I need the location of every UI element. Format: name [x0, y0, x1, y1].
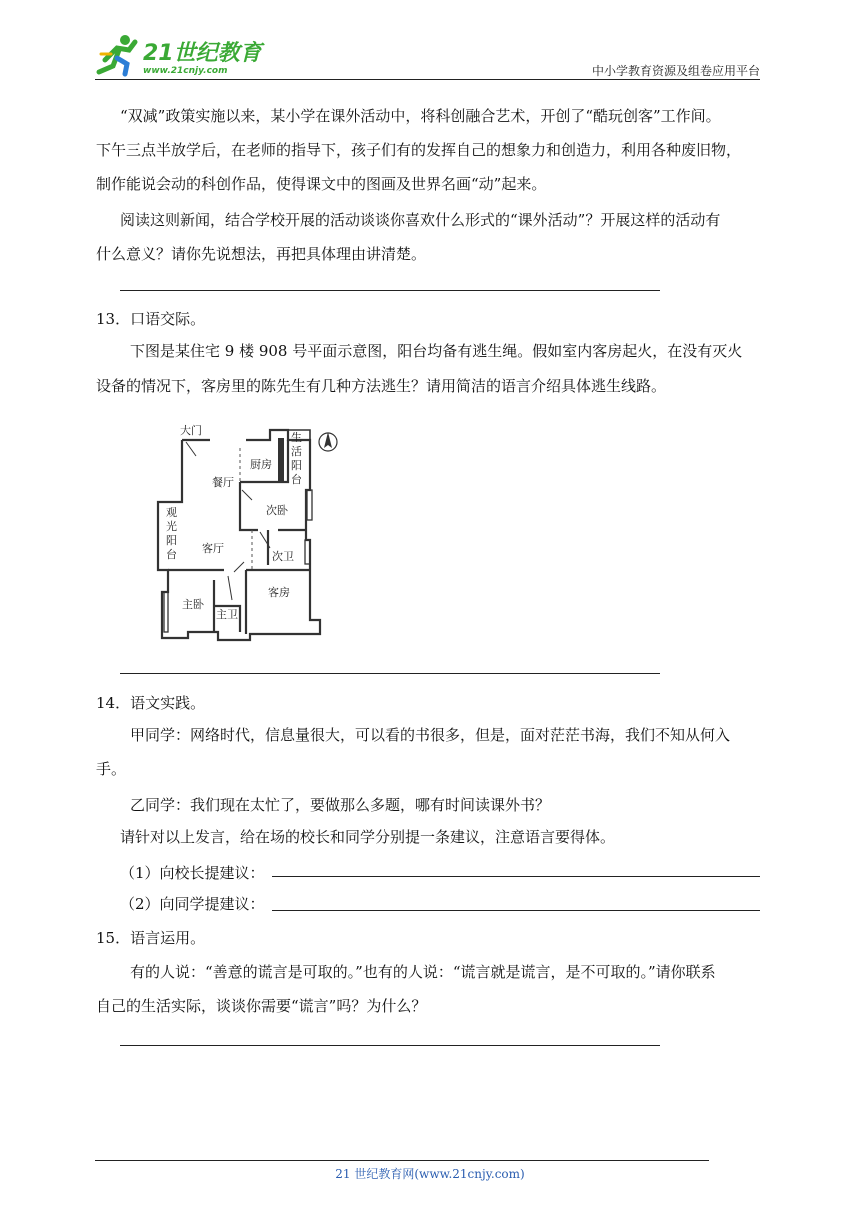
q12-answer-line[interactable] — [120, 290, 660, 291]
header-divider — [95, 79, 760, 80]
footer-divider — [95, 1160, 709, 1161]
q14-student-a-line-2: 手。 — [96, 760, 127, 778]
label-guest-room: 客房 — [268, 586, 290, 599]
q15-line-2: 自己的生活实际，谈谈你需要“谎言”吗？为什么？ — [96, 997, 427, 1015]
label-life-balcony-3: 阳 — [291, 459, 302, 472]
q15-answer-line[interactable] — [120, 1045, 660, 1046]
q14-item-2-label: （2）向同学提建议： — [120, 895, 265, 913]
label-life-balcony-2: 活 — [291, 445, 302, 458]
footer-link[interactable]: 21 世纪教育网(www.21cnjy.com) — [335, 1167, 525, 1181]
q14-instruction: 请针对以上发言，给在场的校长和同学分别提一条建议，注意语言要得体。 — [120, 828, 616, 846]
q14-item-2-answer-line[interactable] — [272, 910, 760, 911]
floor-plan-diagram — [150, 420, 350, 645]
q14-item-1-label: （1）向校长提建议： — [120, 864, 265, 882]
q14-item-1-answer-line[interactable] — [272, 876, 760, 877]
q13-title: 13．口语交际。 — [96, 310, 206, 328]
label-second-bath: 次卫 — [272, 550, 294, 563]
q13-line-2: 设备的情况下，客房里的陈先生有几种方法逃生？请用简洁的语言介绍具体逃生线路。 — [96, 377, 667, 395]
q14-title: 14．语文实践。 — [96, 694, 206, 712]
label-life-balcony-4: 台 — [291, 473, 302, 486]
q12-line-2: 下午三点半放学后，在老师的指导下，孩子们有的发挥自己的想象力和创造力，利用各种废旧物， — [96, 141, 742, 159]
label-view-balcony-1: 观 — [166, 506, 177, 519]
page-header — [95, 32, 760, 80]
q13-answer-line[interactable] — [120, 673, 660, 674]
label-view-balcony-4: 台 — [166, 548, 177, 561]
label-kitchen: 厨房 — [250, 458, 272, 471]
label-master-bedroom: 主卧 — [182, 598, 204, 611]
label-view-balcony-3: 阳 — [166, 534, 177, 547]
label-dining: 餐厅 — [212, 476, 234, 489]
q13-line-1: 下图是某住宅 9 楼 908 号平面示意图，阳台均备有逃生绳。假如室内客房起火，在没有灭火 — [130, 342, 743, 360]
logo-21cnjy — [95, 32, 265, 78]
q15-title: 15．语言运用。 — [96, 929, 206, 947]
label-life-balcony-1: 生 — [291, 431, 302, 444]
logo-url: www.21cnjy.com — [143, 66, 228, 76]
logo-text: 21世纪教育 — [143, 41, 262, 66]
label-second-bedroom: 次卧 — [266, 504, 288, 517]
q14-student-a-line-1: 甲同学：网络时代，信息量很大，可以看的书很多，但是，面对茫茫书海，我们不知从何入 — [130, 726, 731, 744]
header-tagline: 中小学教育资源及组卷应用平台 — [591, 64, 760, 78]
label-main-door: 大门 — [180, 424, 202, 437]
runner-icon — [99, 35, 135, 74]
q15-line-1: 有的人说：“善意的谎言是可取的。”也有的人说：“谎言就是谎言，是不可取的。”请你联系 — [130, 963, 716, 981]
q12-prompt-line-2: 什么意义？请你先说想法，再把具体理由讲清楚。 — [96, 245, 427, 263]
q12-prompt-line-1: 阅读这则新闻，结合学校开展的活动谈谈你喜欢什么形式的“课外活动”？开展这样的活动有 — [120, 211, 721, 229]
label-view-balcony-2: 光 — [166, 520, 177, 533]
label-master-bath: 主卫 — [216, 608, 238, 621]
north-arrow-icon — [319, 432, 337, 451]
q14-student-b: 乙同学：我们现在太忙了，要做那么多题，哪有时间读课外书？ — [130, 796, 551, 814]
q12-line-1: “双减”政策实施以来，某小学在课外活动中，将科创融合艺术，开创了“酷玩创客”工作间。 — [120, 107, 721, 125]
label-living-room: 客厅 — [202, 542, 224, 555]
q12-line-3: 制作能说会动的科创作品，使得课文中的图画及世界名画“动”起来。 — [96, 175, 547, 193]
